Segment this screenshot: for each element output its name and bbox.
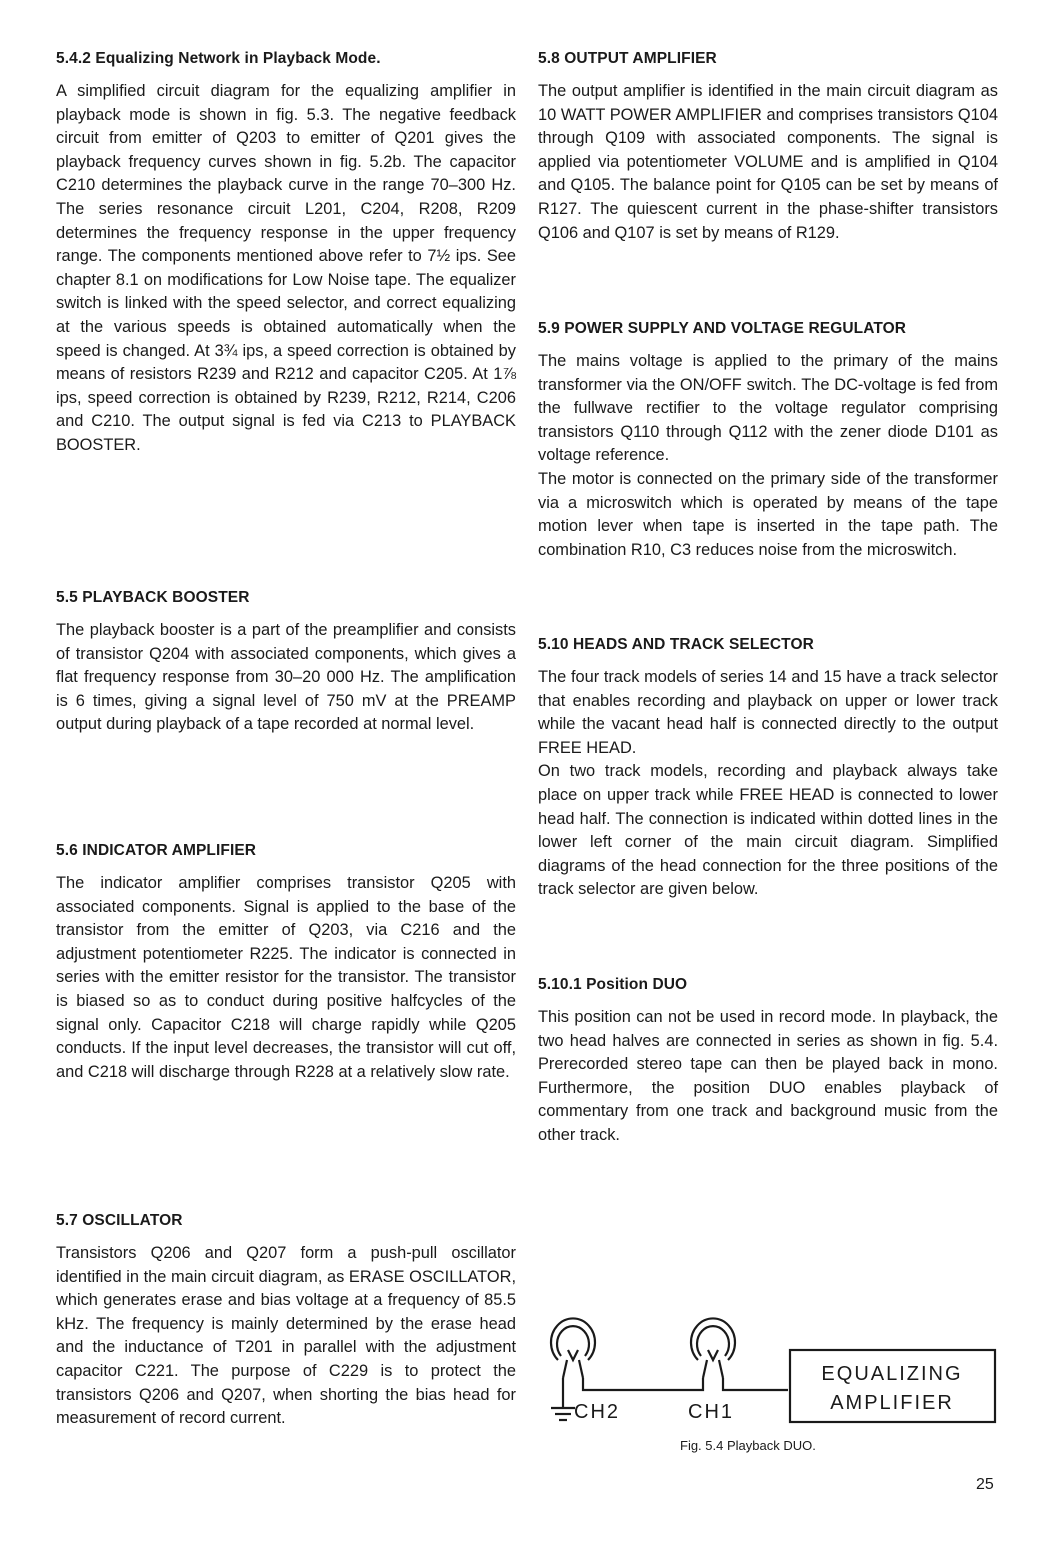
section-5-10-1 — [538, 976, 998, 1148]
circuit-diagram — [530, 1300, 1000, 1440]
amplifier-label-line2: AMPLIFIER — [830, 1392, 954, 1414]
label-ch1: CH1 — [688, 1401, 735, 1423]
section-heading: 5.6 INDICATOR AMPLIFIER — [56, 842, 257, 859]
section-heading: 5.7 OSCILLATOR — [56, 1212, 183, 1229]
section-text: The mains voltage is applied to the primary of the mains transformer via the ON/OFF switch. The DC-voltage is fed from the fullwave rectifier to the voltage regulator comprising transistors Q110 through Q112 with the zener diode D101 as voltage reference. — [538, 352, 998, 465]
wire-output — [723, 1378, 788, 1390]
section-text: The four track models of series 14 and 15 have a track selector that enables recording and playback on upper or lower track while the vacant head half is connected directly to the output FREE HEAD. — [538, 668, 998, 757]
section-5-8 — [538, 50, 998, 245]
wire-series — [583, 1378, 703, 1390]
section-heading: 5.9 POWER SUPPLY AND VOLTAGE REGULATOR — [538, 320, 907, 337]
section-5-5 — [56, 589, 516, 737]
section-heading: 5.5 PLAYBACK BOOSTER — [56, 589, 250, 606]
section-5-9 — [538, 320, 998, 562]
label-ch2: CH2 — [574, 1401, 621, 1423]
section-text: A simplified circuit diagram for the equalizing amplifier in playback mode is shown in fig. 5.3. The negative feedback circuit from emitter of Q203 to emitter of Q201 gives the playback frequency curves shown in fig. 5.2b. The capacitor C210 determines the playback curve in the range 70–300 Hz. The series resonance circuit L201, C204, R208, R209 determines the frequency response in the upper frequency range. The components mentioned above refer to 7½ ips. See chapter 8.1 on modifications for Low Noise tape. The equalizer switch is linked with the speed selector, and correct equalizing at the various speeds is obtained automatically when the speed is changed. At 3¾ ips, a speed correction is obtained by means of resistors R239 and R212 and capacitor C205. At 1⅞ ips, speed correction is obtained by R239, R212, R214, C206 and C210. The output signal is fed via C213 to PLAYBACK BOOSTER. — [56, 82, 516, 454]
amplifier-label-line1: EQUALIZING — [821, 1363, 963, 1385]
section-text: On two track models, recording and playback always take place on upper track while FREE HEAD is connected to lower head half. The connection is indicated within dotted lines in the lower left corner of the main circuit diagram. Simplified diagrams of the head connection for the three positions of the track selector are given below. — [538, 762, 998, 899]
tape-head-ch2-icon — [551, 1318, 595, 1378]
section-text: This position can not be used in record mode. In playback, the two head halves are connected in series as shown in fig. 5.4. Prerecorded stereo tape can then be played back in mono. Furthermore, the position DUO enables playback of commentary from one track and background music from the other track. — [538, 1008, 998, 1144]
section-text: The output amplifier is identified in the main circuit diagram as 10 WATT POWER AMPLIFIER and comprises transistors Q104 through Q109 with associated components. The signal is applied via potentiometer VOLUME and is amplified in Q104 and Q105. The balance point for Q105 can be set by means of R127. The quiescent current in the phase-shifter transistors Q106 and Q107 is set by means of R129. — [538, 82, 998, 242]
figure-caption: Fig. 5.4 Playback DUO. — [680, 1438, 816, 1453]
section-heading: 5.8 OUTPUT AMPLIFIER — [538, 50, 717, 67]
section-heading: 5.10 HEADS AND TRACK SELECTOR — [538, 636, 814, 653]
page-number: 25 — [976, 1476, 994, 1493]
section-text: The playback booster is a part of the preamplifier and consists of transistor Q204 with associated components, which gives a flat frequency response from 30–20 000 Hz. The amplification is 6 times, giving a signal level of 750 mV at the PREAMP output during playback of a tape recorded at normal level. — [56, 621, 516, 734]
section-5-4-2 — [56, 50, 516, 458]
section-heading: 5.4.2 Equalizing Network in Playback Mode. — [56, 50, 381, 67]
section-5-10 — [538, 636, 998, 902]
section-5-7 — [56, 1212, 516, 1431]
tape-head-ch1-icon — [691, 1318, 735, 1378]
figure-playback-duo — [530, 1300, 1000, 1490]
section-text: The indicator amplifier comprises transistor Q205 with associated components. Signal is applied to the base of the transistor from the emitter of Q203, via C216 and the adjustment potentiometer R225. The indicator is connected in series with the emitter resistor for the transistor. The transistor is biased so as to conduct during positive halfcycles of the signal only. Capacitor C218 will charge rapidly while Q205 conducts. If the input level decreases, the transistor will cut off, and C218 will discharge through R228 at a relatively slow rate. — [56, 874, 516, 1081]
section-heading: 5.10.1 Position DUO — [538, 976, 688, 993]
section-text: Transistors Q206 and Q207 form a push-pull oscillator identified in the main circuit diagram, as ERASE OSCILLATOR, which generates erase and bias voltage at a frequency of 85.5 kHz. The frequency is mainly determined by the erase head and the inductance of T201 in parallel with the adjustment capacitor C221. The purpose of C229 is to protect the transistors Q206 and Q207, when shorting the bias head for measurement of record current. — [56, 1244, 516, 1428]
section-5-6 — [56, 842, 516, 1084]
ground-icon — [551, 1408, 575, 1420]
section-text: The motor is connected on the primary side of the transformer via a microswitch which is operated by means of the tape motion lever when tape is inserted in the tape path. The combination R10, C3 reduces noise from the microswitch. — [538, 469, 998, 559]
